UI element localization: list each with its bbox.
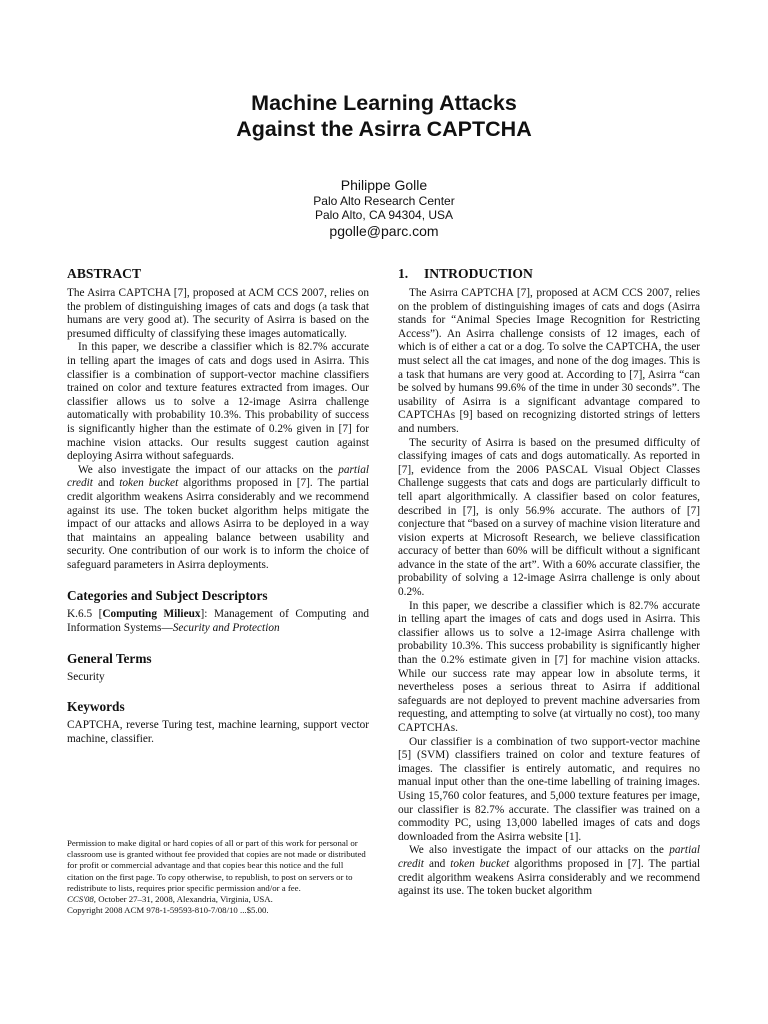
venue-name: CCS'08, (67, 894, 97, 905)
paper-title (0, 90, 768, 142)
intro-paragraph-1: The Asirra CAPTCHA [7], proposed at ACM CCS 2007, relies on the problem of distinguishing images of cats and dogs (Asirra stands for “Animal Species Image Recognition for Restricting Access”). An Asirra challenge consists of 12 images, each of which is of either a cat or a dog. To solve the CAPTCHA, the user must select all the cat images, and none of the dog images. This is a task that humans are very good at. According to [7], Asirra “can be solved by humans 99.6% of the time in under 30 seconds”. The usability of Asirra is a significant advantage compared to CAPTCHAs [9] based on recognizing distorted strings of letters and numbers. (398, 287, 700, 435)
abstract-heading: ABSTRACT (67, 266, 142, 281)
intro-paragraph-5 (398, 844, 700, 898)
section-title: INTRODUCTION (424, 266, 533, 281)
permission-text: Permission to make digital or hard copies of all or part of this work for personal or classroom use is granted without fee provided that copies are not made or distributed for profit or commercial advantage and that copies bear this notice and the full citation on the first page. To copy otherwise, to republish, to post on servers or to redistribute to lists, requires prior specific permission and/or a fee. (67, 838, 366, 893)
abstract-p3-text-c: algorithms proposed in [7]. The partial credit algorithm weakens Asirra considerably and we recommend against its use. The token bucket algorithm helps mitigate the impact of our attacks and allows Asirra to be deployed in a way that maintains an appealing balance between usability and security. One contribution of our work is to inform the choice of safeguard parameters in Asirra deployments. (67, 477, 369, 571)
author-name: Philippe Golle (340, 177, 428, 193)
venue-details: October 27–31, 2008, Alexandria, Virginia, USA. (96, 894, 273, 905)
intro-p5-italic-token-bucket: token bucket (450, 857, 510, 870)
author-affiliation: Palo Alto Research Center (313, 194, 455, 208)
abstract-p3-italic-token-bucket: token bucket (119, 477, 179, 490)
intro-p5-italic-partial-credit: partial credit (398, 844, 700, 870)
intro-p5-text-a: We also investigate the impact of our attacks on the (409, 844, 670, 857)
introduction-heading (398, 266, 700, 282)
general-terms-heading: General Terms (67, 650, 152, 666)
author-email: pgolle@parc.com (329, 223, 439, 239)
keywords-text: CAPTCHA, reverse Turing test, machine learning, support vector machine, classifier. (67, 719, 369, 745)
intro-paragraph-4: Our classifier is a combination of two support-vector machine [5] (SVM) classifiers trained on color and texture features of images. The classifier is entirely automatic, and requires no manual input other than the one-time labelling of training images. Using 15,760 color features, and 5,000 texture features per image, our classifier is 82.7% accurate. The classifier was trained on a commodity PC, using 13,000 labelled images of cats and dogs downloaded from the Asirra website [1]. (398, 735, 700, 843)
categories-code: K.6.5 [ (67, 608, 103, 621)
intro-paragraph-2: The security of Asirra is based on the presumed difficulty of classifying images of cats and dogs automatically. As reported in [7], evidence from the 2006 PASCAL Visual Object Classes Challenge suggests that cats and dogs are particularly difficult to tell apart algorithmically. A classifier based on color features, described in [7], is only 56.9% accurate. The authors of [7] conjecture that “based on a survey of machine vision literature and vision experts at Microsoft Research, we believe classification accuracy of better than 60% will be difficult without a significant advance in the state of the art”. With a 60% accurate classifier, the probability of solving a 12-image Asirra challenge is only about 0.2%. (398, 436, 700, 599)
keywords-heading: Keywords (67, 699, 125, 715)
title-line-2: Against the Asirra CAPTCHA (236, 117, 532, 141)
categories-heading: Categories and Subject Descriptors (67, 588, 268, 604)
left-column (67, 266, 369, 746)
categories-italic: Security and Protection (172, 622, 280, 635)
section-number: 1. (398, 266, 409, 281)
permission-notice (67, 838, 369, 916)
right-column (398, 266, 700, 899)
abstract-paragraph-2: In this paper, we describe a classifier which is 82.7% accurate in telling apart the images of cats and dogs used in Asirra. This classifier is a combination of support-vector machine classifiers trained on color and texture features extracted from images. Our classifier allows us to solve a 12-image Asirra challenge automatically with probability 10.3%. This probability of success is significantly higher than the estimate of 0.2% given in [7] for machine vision attacks. Our results suggest caution against deploying Asirra without safeguards. (67, 341, 369, 463)
author-block (0, 176, 768, 240)
abstract-p3-text-b: and (92, 477, 120, 490)
categories-text (67, 608, 369, 635)
abstract-p3-text-a: We also investigate the impact of our attacks on the (78, 463, 339, 476)
copyright-line: Copyright 2008 ACM 978-1-59593-810-7/08/10 ...$5.00. (67, 905, 269, 916)
intro-p5-text-b: and (423, 857, 451, 870)
abstract-paragraph-3 (67, 464, 369, 573)
general-terms-text: Security (67, 670, 105, 683)
intro-paragraph-3: In this paper, we describe a classifier which is 82.7% accurate in telling apart the images of cats and dogs used in Asirra. This classifier allows us to solve a 12-image Asirra challenge with probability 10.3%. This success probability is significantly higher than the 0.2% estimate given in [7] for machine vision attacks. While our success rate may appear low in absolute terms, it nevertheless poses a serious threat to Asirra if additional safeguards are not deployed to prevent machine adversaries from requesting, and attempting to solve (at virtually no cost), too many CAPTCHAs. (398, 599, 700, 734)
intro-p5-text-c: algorithms proposed in [7]. The partial credit algorithm weakens Asirra considerably and we recommend against its use. The token bucket algorithm (398, 857, 700, 898)
abstract-paragraph-1: The Asirra CAPTCHA [7], proposed at ACM CCS 2007, relies on the problem of distinguishing images of cats and dogs (a task that humans are very good at). The security of Asirra is based on the presumed difficulty of classifying these images automatically. (67, 287, 369, 340)
title-line-1: Machine Learning Attacks (251, 91, 517, 115)
abstract-p3-italic-partial-credit: partial credit (67, 463, 369, 490)
venue-line (67, 894, 369, 905)
author-address: Palo Alto, CA 94304, USA (314, 208, 454, 222)
categories-bold: Computing Milieux (102, 608, 201, 621)
categories-rest: ]: Management of Computing and Information Systems— (67, 608, 369, 635)
